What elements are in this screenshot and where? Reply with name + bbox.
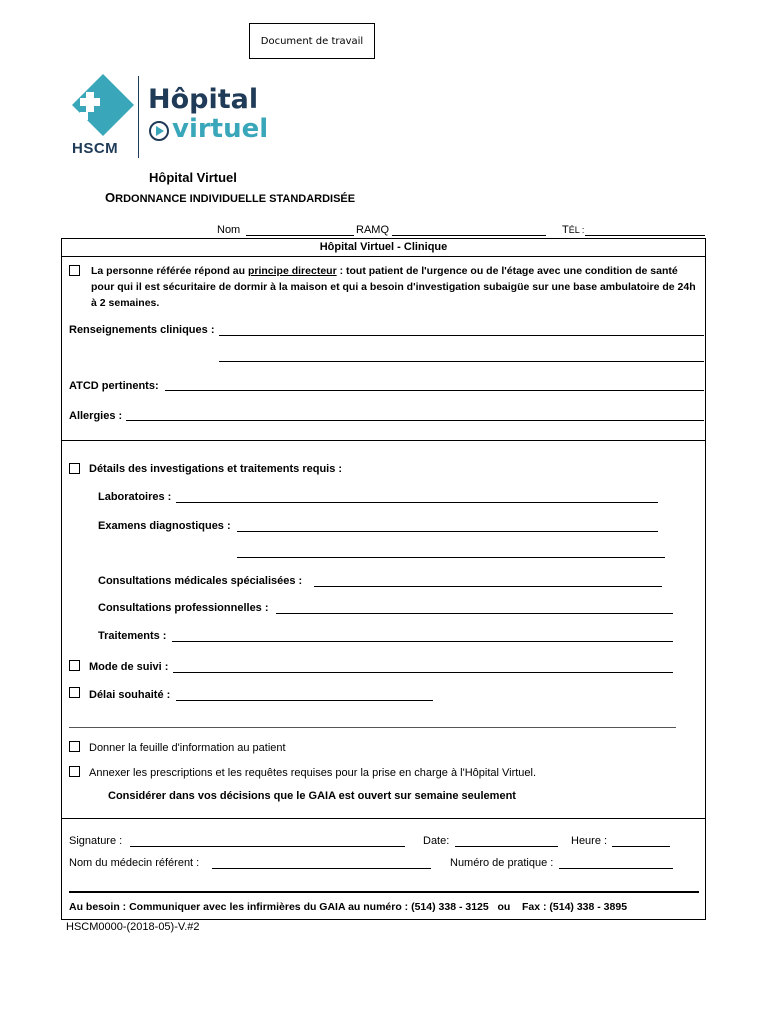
- allergies-field[interactable]: [126, 420, 704, 421]
- tel-field[interactable]: [585, 235, 705, 236]
- traitements-field[interactable]: [172, 641, 673, 642]
- ramq-label: RAMQ: [356, 224, 389, 236]
- pratique-label: Numéro de pratique :: [450, 857, 554, 869]
- gaia-note: Considérer dans vos décisions que le GAIA est ouvert sur semaine seulement: [108, 790, 516, 802]
- heure-field[interactable]: [612, 846, 670, 847]
- renseignements-field-1[interactable]: [219, 335, 704, 336]
- signature-field[interactable]: [130, 846, 405, 847]
- mode-suivi-field[interactable]: [173, 672, 673, 673]
- subtitle-rest: RDONNANCE INDIVIDUELLE STANDARDISÉE: [115, 193, 356, 205]
- feuille-label: Donner la feuille d'information au patient: [89, 742, 286, 754]
- logo-word-hopital: Hôpital: [148, 84, 259, 115]
- details-checkbox[interactable]: [69, 463, 80, 474]
- nom-field[interactable]: [246, 235, 354, 236]
- document-code: HSCM0000-(2018-05)-V.#2: [66, 921, 200, 933]
- tel-initial: T: [562, 224, 569, 236]
- renseignements-field-2[interactable]: [219, 361, 704, 362]
- logo-word-virtuel: virtuel: [172, 114, 269, 144]
- criteria-underlined: principe directeur: [247, 265, 337, 277]
- renseignements-label: Renseignements cliniques :: [69, 324, 215, 336]
- laboratoires-field[interactable]: [176, 502, 658, 503]
- mode-suivi-label: Mode de suivi :: [89, 661, 169, 673]
- section-title: Hôpital Virtuel - Clinique: [319, 241, 448, 253]
- working-document-label: Document de travail: [249, 23, 375, 59]
- logo-divider: [138, 76, 139, 158]
- mode-suivi-checkbox[interactable]: [69, 660, 80, 671]
- notes-field[interactable]: [69, 727, 676, 728]
- annexer-label: Annexer les prescriptions et les requêtes requises pour la prise en charge à l'Hôpital Virtuel.: [89, 767, 537, 779]
- delai-checkbox[interactable]: [69, 687, 80, 698]
- section-divider: [61, 256, 705, 257]
- criteria-part2: : tout patient de l'urgence ou de l'étage avec une condition de santé pour qui il est sécuritaire de dormir à la maison et qui a besoin d'investigation subaigüe sur une base ambulatoire de 24h à 2 semaines.: [91, 265, 696, 309]
- medecin-label: Nom du médecin référent :: [69, 857, 200, 869]
- consult-med-field[interactable]: [314, 586, 662, 587]
- page-title: Hôpital Virtuel: [149, 170, 237, 185]
- traitements-label: Traitements :: [98, 630, 167, 642]
- delai-field[interactable]: [176, 700, 433, 701]
- footer-divider: [69, 891, 699, 893]
- criteria-text: [91, 263, 696, 311]
- ramq-field[interactable]: [392, 235, 546, 236]
- heure-label: Heure :: [571, 835, 608, 847]
- allergies-label: Allergies :: [69, 410, 123, 422]
- signature-divider: [61, 818, 705, 819]
- examens-label: Examens diagnostiques :: [98, 520, 231, 532]
- signature-label: Signature :: [69, 835, 123, 847]
- consult-pro-field[interactable]: [276, 613, 673, 614]
- atcd-field[interactable]: [165, 390, 704, 391]
- page-subtitle: [105, 190, 355, 205]
- examens-field-2[interactable]: [237, 557, 665, 558]
- tel-rest: ÉL :: [568, 225, 585, 235]
- nom-label: Nom: [217, 224, 241, 236]
- consult-med-label: Consultations médicales spécialisées :: [98, 575, 303, 587]
- allergies-divider: [61, 440, 705, 441]
- feuille-checkbox[interactable]: [69, 741, 80, 752]
- medical-cross-diamond-icon: [70, 72, 136, 138]
- delai-label: Délai souhaité :: [89, 689, 171, 701]
- examens-field-1[interactable]: [237, 531, 658, 532]
- medecin-field[interactable]: [212, 868, 431, 869]
- criteria-part1: La personne référée répond au: [91, 265, 248, 277]
- details-title: Détails des investigations et traitements requis :: [89, 463, 343, 475]
- annexer-checkbox[interactable]: [69, 766, 80, 777]
- hospital-logo: [70, 72, 270, 162]
- laboratoires-label: Laboratoires :: [98, 491, 172, 503]
- logo-org-name: HSCM: [72, 140, 119, 157]
- criteria-checkbox[interactable]: [69, 265, 80, 276]
- consult-pro-label: Consultations professionnelles :: [98, 602, 269, 614]
- footer-contact: Au besoin : Communiquer avec les infirmières du GAIA au numéro : (514) 338 - 3125 ou Fax : (514) 338 - 3895: [69, 901, 628, 913]
- date-field[interactable]: [455, 846, 558, 847]
- subtitle-initial: O: [105, 190, 116, 205]
- pratique-field[interactable]: [559, 868, 673, 869]
- atcd-label: ATCD pertinents:: [69, 380, 159, 392]
- tel-label: [562, 224, 584, 236]
- date-label: Date:: [423, 835, 450, 847]
- play-arrow-icon: [148, 120, 170, 142]
